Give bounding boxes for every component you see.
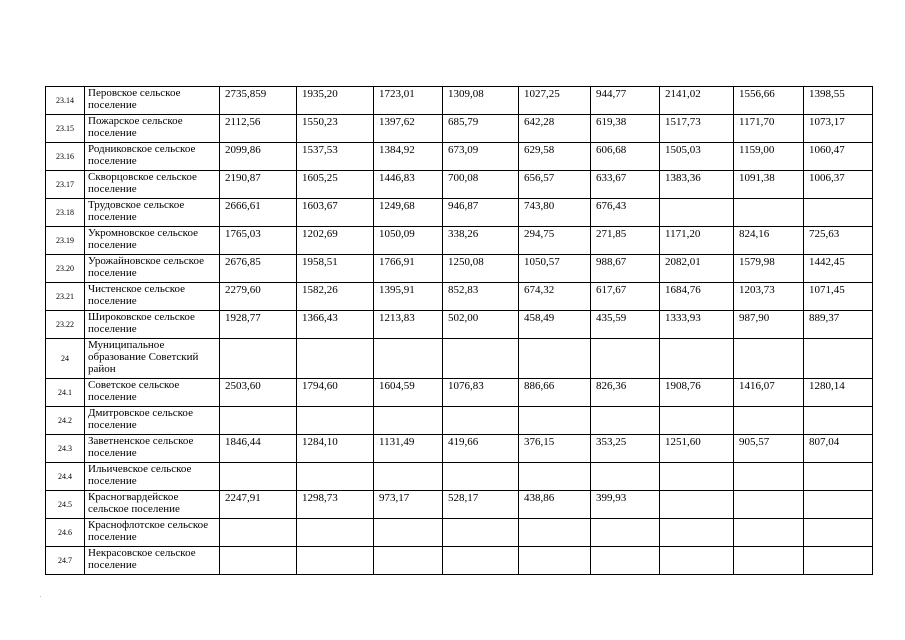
value-cell — [374, 519, 443, 547]
row-number: 23.17 — [46, 171, 85, 199]
value-cell — [443, 519, 519, 547]
value-cell: 1213,83 — [374, 311, 443, 339]
table-row — [46, 519, 873, 547]
row-number: 23.19 — [46, 227, 85, 255]
value-cell: 1416,07 — [734, 379, 804, 407]
value-cell: 438,86 — [519, 491, 591, 519]
settlement-name: Трудовское сельское поселение — [85, 199, 220, 227]
value-cell — [660, 463, 734, 491]
value-cell: 886,66 — [519, 379, 591, 407]
value-cell — [519, 519, 591, 547]
settlement-name: Красногвардейское сельское поселение — [85, 491, 220, 519]
value-cell: 1006,37 — [804, 171, 873, 199]
value-cell — [660, 339, 734, 379]
value-cell: 1251,60 — [660, 435, 734, 463]
scan-speck — [40, 596, 41, 597]
value-cell: 674,32 — [519, 283, 591, 311]
settlement-name: Чистенское сельское поселение — [85, 283, 220, 311]
value-cell: 1928,77 — [220, 311, 297, 339]
settlement-name: Советское сельское поселение — [85, 379, 220, 407]
value-cell: 1202,69 — [297, 227, 374, 255]
value-cell — [660, 491, 734, 519]
value-cell — [660, 519, 734, 547]
value-cell: 2666,61 — [220, 199, 297, 227]
value-cell: 946,87 — [443, 199, 519, 227]
table-row — [46, 407, 873, 435]
value-cell: 2279,60 — [220, 283, 297, 311]
value-cell — [804, 519, 873, 547]
table-row — [46, 171, 873, 199]
value-cell: 1958,51 — [297, 255, 374, 283]
value-cell — [220, 463, 297, 491]
value-cell — [374, 463, 443, 491]
table-row — [46, 491, 873, 519]
value-cell — [591, 463, 660, 491]
table-row — [46, 435, 873, 463]
value-cell: 1582,26 — [297, 283, 374, 311]
value-cell: 824,16 — [734, 227, 804, 255]
row-number: 23.20 — [46, 255, 85, 283]
value-cell — [734, 463, 804, 491]
row-number: 23.14 — [46, 87, 85, 115]
value-cell: 1250,08 — [443, 255, 519, 283]
value-cell: 1203,73 — [734, 283, 804, 311]
value-cell: 419,66 — [443, 435, 519, 463]
value-cell: 2112,56 — [220, 115, 297, 143]
value-cell — [591, 519, 660, 547]
value-cell — [220, 339, 297, 379]
table-row — [46, 87, 873, 115]
value-cell: 685,79 — [443, 115, 519, 143]
value-cell: 700,08 — [443, 171, 519, 199]
row-number: 24.5 — [46, 491, 85, 519]
value-cell: 1765,03 — [220, 227, 297, 255]
value-cell: 1604,59 — [374, 379, 443, 407]
value-cell: 944,77 — [591, 87, 660, 115]
value-cell: 2099,86 — [220, 143, 297, 171]
value-cell — [804, 407, 873, 435]
value-cell — [660, 547, 734, 575]
value-cell — [734, 199, 804, 227]
value-cell — [443, 339, 519, 379]
value-cell: 353,25 — [591, 435, 660, 463]
row-number: 24.4 — [46, 463, 85, 491]
value-cell: 988,67 — [591, 255, 660, 283]
value-cell: 1333,93 — [660, 311, 734, 339]
settlement-name: Укромновское сельское поселение — [85, 227, 220, 255]
settlement-name: Пожарское сельское поселение — [85, 115, 220, 143]
value-cell: 1280,14 — [804, 379, 873, 407]
row-number: 23.21 — [46, 283, 85, 311]
table-row — [46, 379, 873, 407]
table-row — [46, 339, 873, 379]
value-cell — [804, 199, 873, 227]
value-cell — [374, 407, 443, 435]
value-cell: 2676,85 — [220, 255, 297, 283]
value-cell: 973,17 — [374, 491, 443, 519]
value-cell — [591, 547, 660, 575]
table-row — [46, 547, 873, 575]
table-row — [46, 143, 873, 171]
row-number: 24.7 — [46, 547, 85, 575]
value-cell: 1076,83 — [443, 379, 519, 407]
value-cell: 1537,53 — [297, 143, 374, 171]
value-cell: 2503,60 — [220, 379, 297, 407]
value-cell — [734, 547, 804, 575]
value-cell — [804, 547, 873, 575]
value-cell: 1684,76 — [660, 283, 734, 311]
value-cell: 528,17 — [443, 491, 519, 519]
value-cell: 1309,08 — [443, 87, 519, 115]
value-cell: 1398,55 — [804, 87, 873, 115]
value-cell: 905,57 — [734, 435, 804, 463]
value-cell: 1131,49 — [374, 435, 443, 463]
row-number: 23.15 — [46, 115, 85, 143]
value-cell — [591, 339, 660, 379]
value-cell: 271,85 — [591, 227, 660, 255]
value-cell: 617,67 — [591, 283, 660, 311]
value-cell — [374, 547, 443, 575]
value-cell: 807,04 — [804, 435, 873, 463]
value-cell: 1605,25 — [297, 171, 374, 199]
value-cell: 1505,03 — [660, 143, 734, 171]
value-cell: 1908,76 — [660, 379, 734, 407]
value-cell: 987,90 — [734, 311, 804, 339]
value-cell: 676,43 — [591, 199, 660, 227]
value-cell — [220, 519, 297, 547]
value-cell: 673,09 — [443, 143, 519, 171]
table-row — [46, 115, 873, 143]
value-cell: 1766,91 — [374, 255, 443, 283]
row-number: 24.3 — [46, 435, 85, 463]
value-cell: 1027,25 — [519, 87, 591, 115]
value-cell: 1384,92 — [374, 143, 443, 171]
table-row — [46, 227, 873, 255]
value-cell — [734, 519, 804, 547]
value-cell — [297, 547, 374, 575]
value-cell: 1159,00 — [734, 143, 804, 171]
value-cell: 889,37 — [804, 311, 873, 339]
value-cell: 435,59 — [591, 311, 660, 339]
value-cell — [519, 547, 591, 575]
value-cell — [804, 339, 873, 379]
table-body — [46, 87, 873, 575]
value-cell — [297, 407, 374, 435]
value-cell: 1091,38 — [734, 171, 804, 199]
settlement-name: Ильичевское сельское поселение — [85, 463, 220, 491]
row-number: 24.6 — [46, 519, 85, 547]
value-cell — [297, 519, 374, 547]
value-cell: 619,38 — [591, 115, 660, 143]
value-cell — [734, 339, 804, 379]
value-cell: 606,68 — [591, 143, 660, 171]
value-cell: 852,83 — [443, 283, 519, 311]
value-cell: 1723,01 — [374, 87, 443, 115]
value-cell — [297, 339, 374, 379]
value-cell: 1579,98 — [734, 255, 804, 283]
value-cell — [734, 491, 804, 519]
value-cell: 1284,10 — [297, 435, 374, 463]
value-cell — [734, 407, 804, 435]
table-row — [46, 255, 873, 283]
data-table — [45, 86, 873, 575]
value-cell: 1397,62 — [374, 115, 443, 143]
row-number: 23.18 — [46, 199, 85, 227]
value-cell — [519, 339, 591, 379]
value-cell — [220, 547, 297, 575]
value-cell: 2190,87 — [220, 171, 297, 199]
value-cell: 1556,66 — [734, 87, 804, 115]
value-cell: 1171,70 — [734, 115, 804, 143]
settlement-name: Широковское сельское поселение — [85, 311, 220, 339]
value-cell: 1550,23 — [297, 115, 374, 143]
value-cell: 1446,83 — [374, 171, 443, 199]
value-cell: 743,80 — [519, 199, 591, 227]
value-cell: 2735,859 — [220, 87, 297, 115]
value-cell — [804, 491, 873, 519]
value-cell — [297, 463, 374, 491]
row-number: 24.1 — [46, 379, 85, 407]
settlement-name: Некрасовское сельское поселение — [85, 547, 220, 575]
value-cell — [591, 407, 660, 435]
row-number: 23.16 — [46, 143, 85, 171]
settlement-name: Дмитровское сельское поселение — [85, 407, 220, 435]
value-cell: 1395,91 — [374, 283, 443, 311]
value-cell — [443, 547, 519, 575]
table-row — [46, 463, 873, 491]
value-cell: 2247,91 — [220, 491, 297, 519]
value-cell: 1517,73 — [660, 115, 734, 143]
value-cell — [374, 339, 443, 379]
value-cell: 1383,36 — [660, 171, 734, 199]
value-cell: 1073,17 — [804, 115, 873, 143]
value-cell — [804, 463, 873, 491]
value-cell: 376,15 — [519, 435, 591, 463]
value-cell: 1935,20 — [297, 87, 374, 115]
settlement-name: Краснофлотское сельское поселение — [85, 519, 220, 547]
value-cell — [443, 407, 519, 435]
settlement-name: Скворцовское сельское поселение — [85, 171, 220, 199]
settlement-name: Урожайновское сельское поселение — [85, 255, 220, 283]
value-cell: 338,26 — [443, 227, 519, 255]
table-row — [46, 199, 873, 227]
value-cell — [660, 407, 734, 435]
value-cell: 294,75 — [519, 227, 591, 255]
settlement-name: Муниципальное образование Советский район — [85, 339, 220, 379]
value-cell: 633,67 — [591, 171, 660, 199]
value-cell — [220, 407, 297, 435]
value-cell: 1366,43 — [297, 311, 374, 339]
value-cell: 1442,45 — [804, 255, 873, 283]
row-number: 24 — [46, 339, 85, 379]
value-cell — [443, 463, 519, 491]
value-cell — [519, 463, 591, 491]
value-cell: 1298,73 — [297, 491, 374, 519]
value-cell — [519, 407, 591, 435]
table-row — [46, 311, 873, 339]
table-row — [46, 283, 873, 311]
value-cell: 1050,09 — [374, 227, 443, 255]
value-cell — [660, 199, 734, 227]
settlement-name: Заветненское сельское поселение — [85, 435, 220, 463]
row-number: 23.22 — [46, 311, 85, 339]
value-cell: 1060,47 — [804, 143, 873, 171]
value-cell: 1071,45 — [804, 283, 873, 311]
value-cell: 629,58 — [519, 143, 591, 171]
value-cell: 642,28 — [519, 115, 591, 143]
value-cell: 826,36 — [591, 379, 660, 407]
value-cell: 458,49 — [519, 311, 591, 339]
settlement-name: Перовское сельское поселение — [85, 87, 220, 115]
value-cell: 1050,57 — [519, 255, 591, 283]
value-cell: 502,00 — [443, 311, 519, 339]
settlement-name: Родниковское сельское поселение — [85, 143, 220, 171]
value-cell: 399,93 — [591, 491, 660, 519]
value-cell: 1171,20 — [660, 227, 734, 255]
row-number: 24.2 — [46, 407, 85, 435]
value-cell: 2141,02 — [660, 87, 734, 115]
value-cell: 1846,44 — [220, 435, 297, 463]
value-cell: 1794,60 — [297, 379, 374, 407]
value-cell: 2082,01 — [660, 255, 734, 283]
value-cell: 725,63 — [804, 227, 873, 255]
value-cell: 656,57 — [519, 171, 591, 199]
value-cell: 1603,67 — [297, 199, 374, 227]
value-cell: 1249,68 — [374, 199, 443, 227]
